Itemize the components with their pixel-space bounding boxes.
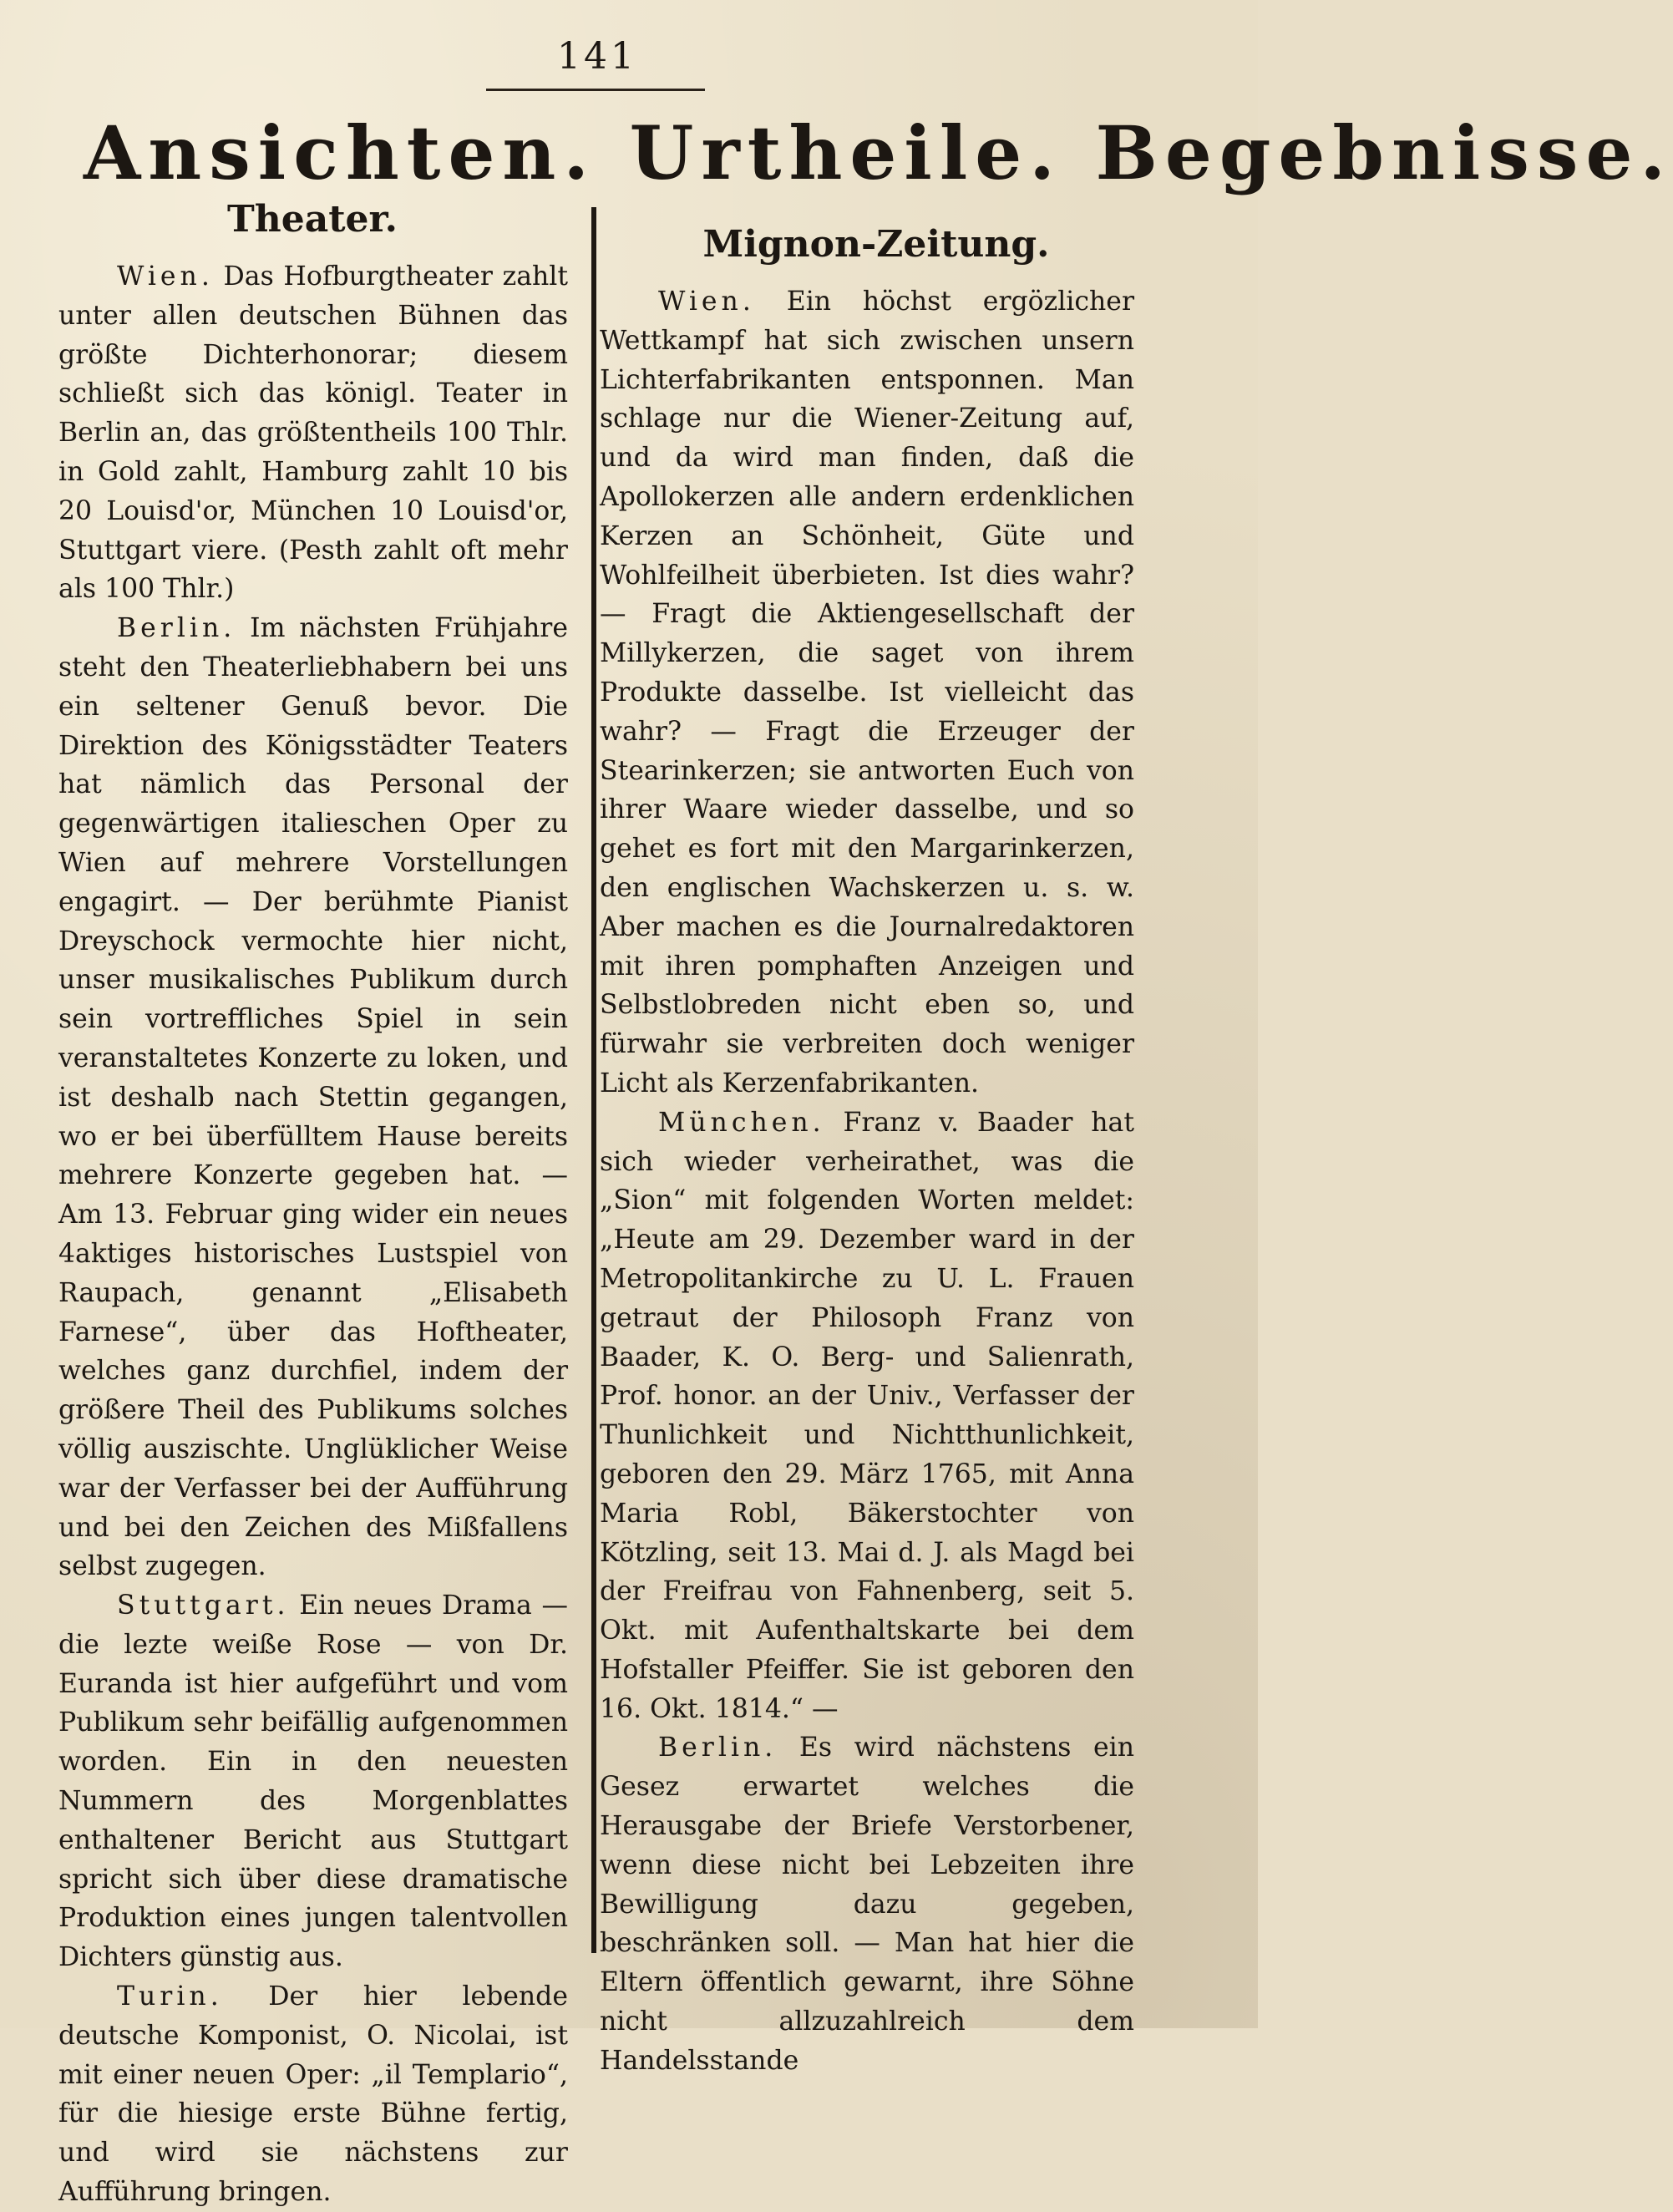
article-turin [58,1977,568,2212]
page-number: 141 [557,35,637,78]
article-place: Turin. [117,1981,223,2012]
right-column [595,219,1139,2081]
article-wien-theater [58,257,568,609]
article-text: Es wird nächstens ein Gesez erwartet welches die Herausgabe der Briefe Verstorbener, wenn diese nicht bei Lebzeiten ihre Bewilligung dazu gegeben, beschränken soll. — Man hat hier die Eltern öffentlich gewarnt, ihre Söhne nicht allzuzahlreich dem Handelsstande [600,1733,1134,2076]
article-text: Der hier lebende deutsche Komponist, O. Nicolai, ist mit einer neuen Oper: „il Templario“, für die hiesige erste Bühne fertig, und wird sie nächstens zur Aufführung bringen. [58,1981,568,2208]
article-text: Im nächsten Frühjahre steht den Theaterliebhabern bei uns ein seltener Genuß bevor. Die Direktion des Königsstädter Teaters hat nämlich das Personal der gegenwärtigen italieschen Oper zu Wien auf mehrere Vorstellungen engagirt. — Der berühmte Pianist Dreyschock vermochte hier nicht, unser musikalisches Publikum durch sein vortreffliches Spiel in sein veranstaltetes Konzerte zu loken, und ist deshalb nach Stettin gegangen, wo er bei überfülltem Hause bereits mehrere Konzerte gegeben hat. — Am 13. Februar ging wider ein neues 4aktiges historisches Lustspiel von Raupach, genannt „Elisabeth Farnese“, über das Hoftheater, welches ganz durchfiel, indem der größere Theil des Publikums solches völlig auszischte. Unglüklicher Weise war der Verfasser bei der Aufführung und bei den Zeichen des Mißfallens selbst zugegen. [58,613,568,1582]
left-column-text [57,257,568,2212]
article-berlin-theater [58,609,568,1586]
article-place: Berlin. [117,613,236,644]
article-stuttgart [58,1586,568,1977]
section-heading-theater: Theater. [226,198,398,241]
article-text: Ein neues Drama — die lezte weiße Rose — von Dr. Euranda ist hier aufgeführt und vom Publikum sehr beifällig aufgenommen worden. Ein in den neuesten Nummern des Morgenblattes enthaltener Bericht aus Stuttgart spricht sich über diese dramatische Produktion eines jungen talentvollen Dichters günstig aus. [58,1591,568,1973]
page-title: Ansichten. Urtheile. Begebnisse. [84,109,1673,196]
section-heading-mignon: Mignon-Zeitung. [702,223,1050,266]
right-column-text [595,282,1139,2081]
article-place: Stuttgart. [117,1591,290,1621]
header-rule [486,89,705,91]
article-place: Wien. [658,287,755,317]
article-place: Berlin. [658,1733,778,1763]
article-text: Franz v. Baader hat sich wieder verheirathet, was die „Sion“ mit folgenden Worten meldet: „Heute am 29. Dezember ward in der Metropolitankirche zu U. L. Frauen getraut der Philosoph Franz von Baader, K. O. Berg- und Salienrath, Prof. honor. an der Univ., Verfasser der Thunlichkeit und Nichtthunlichkeit, geboren den 29. März 1765, mit Anna Maria Robl, Bäkerstochter von Kötzling, seit 13. Mai d. J. als Magd bei der Freifrau von Fahnenberg, seit 5. Okt. mit Aufenthaltskarte bei dem Hofstaller Pfeiffer. Sie ist geboren den 16. Okt. 1814.“ — [600,1107,1134,1724]
article-text: Das Hofburgtheater zahlt unter allen deutschen Bühnen das größte Dichterhonorar; diesem schließt sich das königl. Teater in Berlin an, das größtentheils 100 Thlr. in Gold zahlt, Hamburg zahlt 10 bis 20 Louisd'or, München 10 Louisd'or, Stuttgart viere. (Pesth zahlt oft mehr als 100 Thlr.) [58,261,568,605]
article-muenchen [600,1103,1134,1729]
article-wien-kerzen [600,282,1134,1103]
article-berlin-gesez [600,1728,1134,2080]
article-text: Ein höchst ergözlicher Wettkampf hat sich zwischen unsern Lichterfabrikanten entsponnen. Man schlage nur die Wiener-Zeitung auf, und da wird man finden, daß die Apollokerzen alle andern erdenklichen Kerzen an Schönheit, Güte und Wohlfeilheit überbieten. Ist dies wahr? — Fragt die Aktiengesellschaft der Millykerzen, die saget von ihrem Produkte dasselbe. Ist vielleicht das wahr? — Fragt die Erzeuger der Stearinkerzen; sie antworten Euch von ihrer Waare wieder dasselbe, und so gehet es fort mit den Margarinkerzen, den englischen Wachskerzen u. s. w. Aber machen es die Journalredaktoren mit ihren pomphaften Anzeigen und Selbstlobreden nicht eben so, und fürwahr sie verbreiten doch weniger Licht als Kerzenfabrikanten. [600,287,1135,1098]
left-column [57,194,568,2212]
article-place: München. [658,1107,825,1138]
article-place: Wien. [117,261,214,292]
